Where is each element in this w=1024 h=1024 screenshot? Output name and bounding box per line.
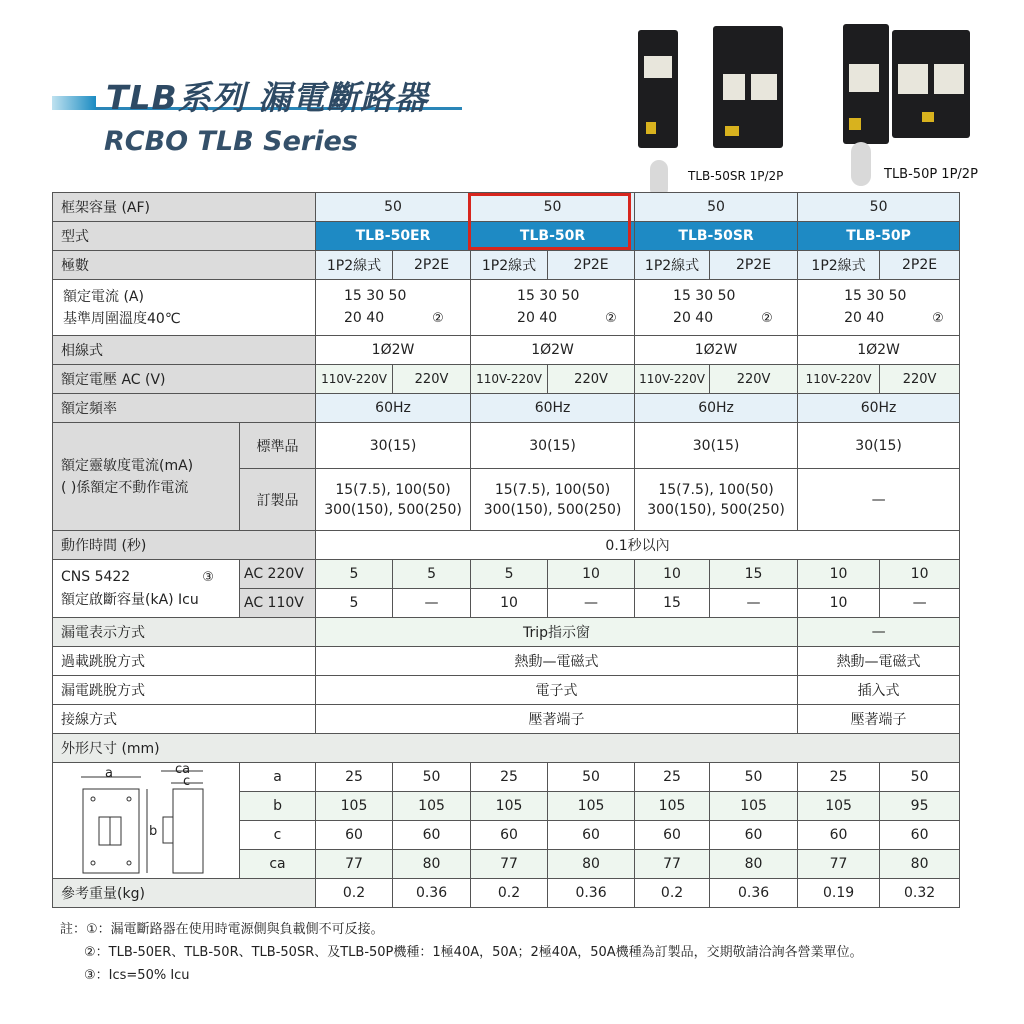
page-subtitle: RCBO TLB Series xyxy=(104,126,358,157)
weight-value: 0.32 xyxy=(880,879,960,908)
af-value: 50 xyxy=(471,193,635,222)
pole-1p: 1P2線式 xyxy=(471,251,548,280)
row-model xyxy=(53,222,960,251)
dim-value: 77 xyxy=(471,850,548,879)
weight-value: 0.36 xyxy=(548,879,635,908)
weight-value: 0.36 xyxy=(393,879,471,908)
label-leak-trip: 漏電跳脫方式 xyxy=(53,676,316,705)
dim-value: 105 xyxy=(316,792,393,821)
af-value: 50 xyxy=(635,193,798,222)
pole-1p: 1P2線式 xyxy=(316,251,393,280)
leak-trip-value: 電子式 xyxy=(316,676,798,705)
breaker-outline-diagram xyxy=(53,765,239,877)
current-cell: 15 30 50 20 40 ② xyxy=(798,280,960,336)
dim-value: 60 xyxy=(710,821,798,850)
pole-1p: 1P2線式 xyxy=(798,251,880,280)
dim-label-a: a xyxy=(105,765,113,781)
breaking-220-value: 10 xyxy=(635,560,710,589)
dim-value: 60 xyxy=(798,821,880,850)
voltage-2p: 220V xyxy=(548,365,635,394)
dim-key-ca: ca xyxy=(240,850,316,879)
dim-value: 50 xyxy=(880,763,960,792)
breaking-110-value: 5 xyxy=(316,589,393,618)
leak-display-value: Trip指示窗 xyxy=(316,618,798,647)
dim-value: 25 xyxy=(635,763,710,792)
breaking-220-value: 5 xyxy=(471,560,548,589)
breaking-110-value: — xyxy=(393,589,471,618)
breaking-220-value: 10 xyxy=(548,560,635,589)
freq-value: 60Hz xyxy=(471,394,635,423)
label-dims: 外形尺寸 (mm) xyxy=(53,734,960,763)
current-cell: 15 30 50 20 40 ② xyxy=(635,280,798,336)
dim-value: 60 xyxy=(316,821,393,850)
sens-custom-value: 15(7.5), 100(50) 300(150), 500(250) xyxy=(635,469,798,531)
sens-custom-value: 15(7.5), 100(50) 300(150), 500(250) xyxy=(316,469,471,531)
breaking-220-value: 10 xyxy=(798,560,880,589)
breaking-220-value: 10 xyxy=(880,560,960,589)
dim-label-c: c xyxy=(183,773,191,789)
row-wiring xyxy=(53,705,960,734)
label-af: 框架容量 (AF) xyxy=(53,193,316,222)
label-current-line1: 額定電流 (A) xyxy=(63,288,144,305)
dim-value: 25 xyxy=(316,763,393,792)
breaking-220-value: 5 xyxy=(393,560,471,589)
row-poles xyxy=(53,251,960,280)
dimension-diagram xyxy=(53,763,240,879)
pole-2p: 2P2E xyxy=(710,251,798,280)
current-cell: 15 30 50 20 40 ② xyxy=(471,280,635,336)
weight-value: 0.2 xyxy=(471,879,548,908)
weight-value: 0.36 xyxy=(710,879,798,908)
breaking-110-value: 10 xyxy=(471,589,548,618)
af-value: 50 xyxy=(798,193,960,222)
breaking-110-value: 10 xyxy=(798,589,880,618)
weight-value: 0.19 xyxy=(798,879,880,908)
af-value: 50 xyxy=(316,193,471,222)
dim-value: 105 xyxy=(710,792,798,821)
weight-value: 0.2 xyxy=(635,879,710,908)
dim-value: 50 xyxy=(393,763,471,792)
dim-key-c: c xyxy=(240,821,316,850)
dim-label-ca: ca xyxy=(175,764,191,777)
overload-value: 熱動—電磁式 xyxy=(316,647,798,676)
sens-std-value: 30(15) xyxy=(798,423,960,469)
label-wiring: 接線方式 xyxy=(53,705,316,734)
dim-value: 60 xyxy=(548,821,635,850)
label-weight: 參考重量(kg) xyxy=(53,879,316,908)
dim-value: 25 xyxy=(471,763,548,792)
dim-value: 80 xyxy=(548,850,635,879)
model-tlb-50p: TLB-50P xyxy=(798,222,960,251)
row-current xyxy=(53,280,960,336)
breaking-110-value: — xyxy=(710,589,798,618)
footnotes xyxy=(60,918,863,987)
dim-value: 105 xyxy=(548,792,635,821)
dim-value: 50 xyxy=(548,763,635,792)
row-breaking-220 xyxy=(53,560,960,589)
label-sens-line1: 額定靈敏度電流(mA) xyxy=(61,457,194,474)
row-sens-std xyxy=(53,423,960,469)
dim-value: 60 xyxy=(393,821,471,850)
label-overload: 過載跳脫方式 xyxy=(53,647,316,676)
sens-custom-dash: — xyxy=(798,469,960,531)
voltage-1p: 110V-220V xyxy=(316,365,393,394)
row-leak-trip xyxy=(53,676,960,705)
breaking-110-value: 15 xyxy=(635,589,710,618)
dim-value: 80 xyxy=(393,850,471,879)
dim-value: 60 xyxy=(471,821,548,850)
dim-value: 25 xyxy=(798,763,880,792)
note-2: ②：TLB-50ER、TLB-50R、TLB-50SR、及TLB-50P機種：1極40A，50A；2極40A，50A機種為訂製品，交期敬請洽詢各營業單位。 xyxy=(84,945,863,960)
caption-tlb-50sr: TLB-50SR 1P/2P xyxy=(688,169,784,183)
label-optime: 動作時間 (秒) xyxy=(53,531,316,560)
pole-2p: 2P2E xyxy=(548,251,635,280)
phase-value: 1Ø2W xyxy=(798,336,960,365)
wiring-value: 壓著端子 xyxy=(316,705,798,734)
dim-value: 50 xyxy=(710,763,798,792)
sens-custom-value: 15(7.5), 100(50) 300(150), 500(250) xyxy=(471,469,635,531)
phase-value: 1Ø2W xyxy=(471,336,635,365)
freq-value: 60Hz xyxy=(635,394,798,423)
label-leak-display: 漏電表示方式 xyxy=(53,618,316,647)
pole-2p: 2P2E xyxy=(880,251,960,280)
voltage-2p: 220V xyxy=(880,365,960,394)
spec-table xyxy=(52,192,960,908)
freq-value: 60Hz xyxy=(798,394,960,423)
dim-value: 60 xyxy=(880,821,960,850)
dim-value: 60 xyxy=(635,821,710,850)
label-standard: 標準品 xyxy=(240,423,316,469)
label-model: 型式 xyxy=(53,222,316,251)
sens-std-value: 30(15) xyxy=(471,423,635,469)
caption-tlb-50p: TLB-50P 1P/2P xyxy=(884,167,978,182)
label-custom: 訂製品 xyxy=(240,469,316,531)
breaking-110-value: — xyxy=(548,589,635,618)
model-tlb-50r: TLB-50R xyxy=(471,222,635,251)
dim-key-a: a xyxy=(240,763,316,792)
current-cell: 15 30 50 20 40 ② xyxy=(316,280,471,336)
dim-value: 105 xyxy=(798,792,880,821)
product-photo-50p-1p xyxy=(843,24,889,144)
optime-value: 0.1秒以內 xyxy=(316,531,960,560)
label-ac110: AC 110V xyxy=(240,589,316,618)
label-ac220: AC 220V xyxy=(240,560,316,589)
row-dims-header xyxy=(53,734,960,763)
dim-key-b: b xyxy=(240,792,316,821)
row-freq xyxy=(53,394,960,423)
row-optime xyxy=(53,531,960,560)
dim-value: 77 xyxy=(798,850,880,879)
phase-value: 1Ø2W xyxy=(316,336,471,365)
row-af xyxy=(53,193,960,222)
note-3: ③：Ics=50% Icu xyxy=(84,968,190,983)
voltage-2p: 220V xyxy=(393,365,471,394)
note-1: 註：①：漏電斷路器在使用時電源側與負載側不可反接。 xyxy=(60,922,384,937)
row-weight xyxy=(53,879,960,908)
label-sensitivity xyxy=(53,423,240,531)
row-overload xyxy=(53,647,960,676)
voltage-2p: 220V xyxy=(710,365,798,394)
voltage-1p: 110V-220V xyxy=(798,365,880,394)
label-sens-line2: ( )係額定不動作電流 xyxy=(61,479,189,496)
label-phase: 相線式 xyxy=(53,336,316,365)
page-title: TLB系列 漏電斷路器 xyxy=(106,78,429,117)
leak-trip-p: 插入式 xyxy=(798,676,960,705)
dim-value: 95 xyxy=(880,792,960,821)
voltage-1p: 110V-220V xyxy=(471,365,548,394)
model-tlb-50sr: TLB-50SR xyxy=(635,222,798,251)
overload-p: 熱動—電磁式 xyxy=(798,647,960,676)
label-breaking: CNS 5422 ③ 額定啟斷容量(kA) Icu xyxy=(53,560,240,618)
row-phase xyxy=(53,336,960,365)
row-voltage xyxy=(53,365,960,394)
dim-value: 80 xyxy=(710,850,798,879)
row-dim-a xyxy=(53,763,960,792)
weight-value: 0.2 xyxy=(316,879,393,908)
wiring-p: 壓著端子 xyxy=(798,705,960,734)
label-freq: 額定頻率 xyxy=(53,394,316,423)
label-voltage: 額定電壓 AC (V) xyxy=(53,365,316,394)
product-photo-50sr-1p xyxy=(638,30,678,148)
dim-value: 105 xyxy=(393,792,471,821)
model-tlb-50er: TLB-50ER xyxy=(316,222,471,251)
product-photo-50sr-2p xyxy=(713,26,783,148)
sens-std-value: 30(15) xyxy=(316,423,471,469)
phase-value: 1Ø2W xyxy=(635,336,798,365)
dim-value: 105 xyxy=(635,792,710,821)
breaking-220-value: 5 xyxy=(316,560,393,589)
row-leak-display xyxy=(53,618,960,647)
dim-value: 77 xyxy=(635,850,710,879)
sens-std-value: 30(15) xyxy=(635,423,798,469)
freq-value: 60Hz xyxy=(316,394,471,423)
label-current xyxy=(53,280,316,336)
label-current-line2: 基準周圍溫度40℃ xyxy=(63,310,181,327)
dim-label-b: b xyxy=(149,823,158,839)
breaking-220-value: 15 xyxy=(710,560,798,589)
label-poles: 極數 xyxy=(53,251,316,280)
pole-1p: 1P2線式 xyxy=(635,251,710,280)
pole-2p: 2P2E xyxy=(393,251,471,280)
breaking-110-value: — xyxy=(880,589,960,618)
dim-value: 105 xyxy=(471,792,548,821)
product-photo-50p-2p xyxy=(892,30,970,138)
dim-value: 80 xyxy=(880,850,960,879)
dim-value: 77 xyxy=(316,850,393,879)
leak-display-p: — xyxy=(798,618,960,647)
voltage-1p: 110V-220V xyxy=(635,365,710,394)
